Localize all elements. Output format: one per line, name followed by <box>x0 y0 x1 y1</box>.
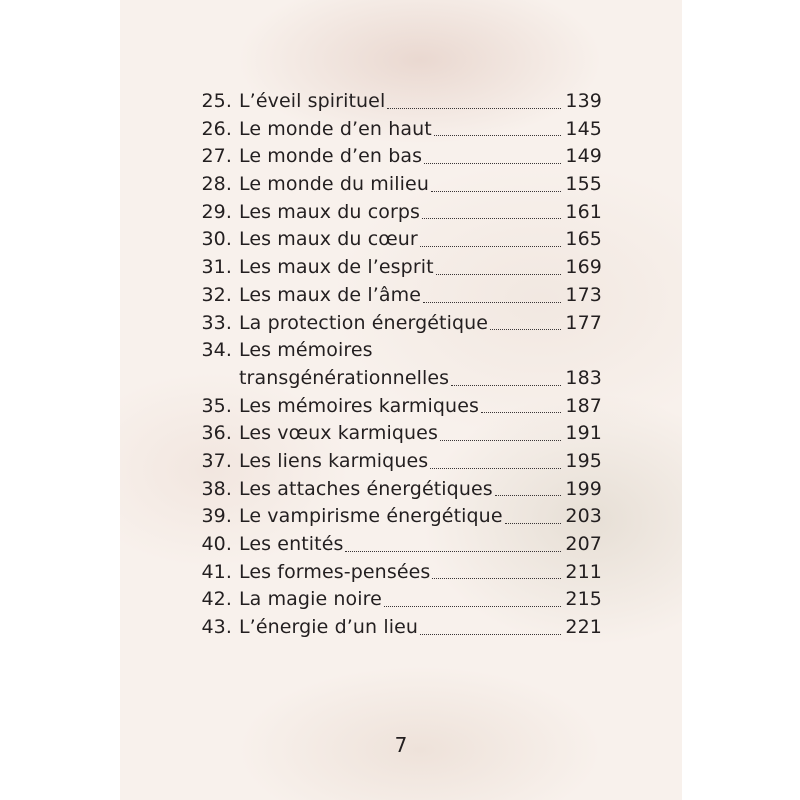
entry-number: 43. <box>201 616 232 639</box>
table-of-contents <box>192 88 602 642</box>
entry-title: Les attaches énergétiques <box>239 477 493 500</box>
dot-leader <box>387 101 561 109</box>
dot-leader <box>431 184 561 192</box>
entry-number: 42. <box>201 588 232 611</box>
toc-entry-39 <box>192 503 602 531</box>
entry-page: 183 <box>565 366 602 389</box>
dot-leader <box>430 461 561 469</box>
dot-leader <box>434 128 562 136</box>
entry-title-continuation: transgénérationnelles <box>239 366 450 389</box>
toc-entry-42 <box>192 586 602 614</box>
entry-title: Les liens karmiques <box>239 449 429 472</box>
entry-page: 165 <box>565 228 602 251</box>
toc-entry-28 <box>192 171 602 199</box>
dot-leader <box>436 267 562 275</box>
entry-number: 29. <box>201 200 232 223</box>
entry-title: L’énergie d’un lieu <box>239 616 419 639</box>
entry-page: 207 <box>565 533 602 555</box>
toc-entry-43 <box>192 614 602 642</box>
entry-title: Les maux de l’esprit <box>239 256 434 279</box>
entry-page: 195 <box>565 449 602 472</box>
entry-title: Les maux du corps <box>239 200 421 223</box>
dot-leader <box>495 488 562 496</box>
toc-entry-31 <box>192 254 602 282</box>
dot-leader <box>422 211 561 219</box>
toc-entry-26 <box>192 116 602 144</box>
dot-leader <box>451 378 561 386</box>
entry-page: 203 <box>565 505 602 528</box>
toc-entry-32 <box>192 282 602 310</box>
entry-page: 199 <box>565 477 602 500</box>
toc-entry-38 <box>192 476 602 504</box>
book-page <box>120 0 682 800</box>
toc-entry-37 <box>192 448 602 476</box>
entry-number: 30. <box>201 228 232 251</box>
dot-leader <box>490 322 561 330</box>
entry-number: 25. <box>201 90 232 112</box>
dot-leader <box>432 571 561 579</box>
entry-title: Les mémoires <box>239 339 373 362</box>
entry-title: Le monde d’en bas <box>239 145 423 168</box>
entry-page: 173 <box>565 283 602 306</box>
entry-page: 139 <box>565 90 602 112</box>
toc-entry-36 <box>192 420 602 448</box>
entry-title: Les entités <box>239 533 344 555</box>
toc-entry-29 <box>192 199 602 227</box>
toc-entry-40 <box>192 531 602 559</box>
entry-title: La protection énergétique <box>239 311 489 334</box>
entry-page: 149 <box>565 145 602 168</box>
toc-entry-34-continuation <box>192 365 602 393</box>
entry-number: 38. <box>201 477 232 500</box>
dot-leader <box>505 516 562 524</box>
toc-entry-27 <box>192 143 602 171</box>
entry-page: 187 <box>565 394 602 417</box>
entry-number: 26. <box>201 117 232 140</box>
entry-number: 34. <box>201 339 232 362</box>
dot-leader <box>440 433 561 441</box>
entry-page: 221 <box>565 616 602 639</box>
entry-number: 32. <box>201 283 232 306</box>
toc-entry-34 <box>192 337 602 365</box>
entry-title: Les vœux karmiques <box>239 422 438 445</box>
entry-title: Le monde du milieu <box>239 173 429 196</box>
entry-number: 39. <box>201 505 232 528</box>
dot-leader <box>424 156 561 164</box>
entry-page: 161 <box>565 200 602 223</box>
entry-title: Le vampirisme énergétique <box>239 505 503 528</box>
entry-number: 41. <box>201 560 232 583</box>
dot-leader <box>384 599 562 607</box>
entry-number: 36. <box>201 422 232 445</box>
entry-title: Les formes-pensées <box>239 560 431 583</box>
entry-page: 169 <box>565 256 602 279</box>
entry-page: 177 <box>565 311 602 334</box>
entry-number: 27. <box>201 145 232 168</box>
entry-title: Les mémoires karmiques <box>239 394 479 417</box>
entry-page: 215 <box>565 588 602 611</box>
entry-page: 145 <box>565 117 602 140</box>
entry-page: 191 <box>565 422 602 445</box>
entry-number: 28. <box>201 173 232 196</box>
entry-title: Le monde d’en haut <box>239 117 432 140</box>
dot-leader <box>345 544 561 552</box>
entry-number: 35. <box>201 394 232 417</box>
entry-number: 31. <box>201 256 232 279</box>
entry-page: 211 <box>565 560 602 583</box>
entry-title: La magie noire <box>239 588 382 611</box>
entry-number: 37. <box>201 449 232 472</box>
entry-page: 155 <box>565 173 602 196</box>
entry-number: 33. <box>201 311 232 334</box>
dot-leader <box>481 405 561 413</box>
toc-entry-33 <box>192 310 602 338</box>
entry-number: 40. <box>201 533 232 555</box>
entry-title: L’éveil spirituel <box>239 90 386 112</box>
toc-entry-35 <box>192 393 602 421</box>
page-number: 7 <box>394 733 408 757</box>
dot-leader <box>420 239 562 247</box>
dot-leader <box>423 295 561 303</box>
toc-entry-41 <box>192 559 602 587</box>
toc-entry-25 <box>192 88 602 116</box>
entry-title: Les maux de l’âme <box>239 283 422 306</box>
entry-title: Les maux du cœur <box>239 228 418 251</box>
toc-entry-30 <box>192 226 602 254</box>
dot-leader <box>420 627 561 635</box>
